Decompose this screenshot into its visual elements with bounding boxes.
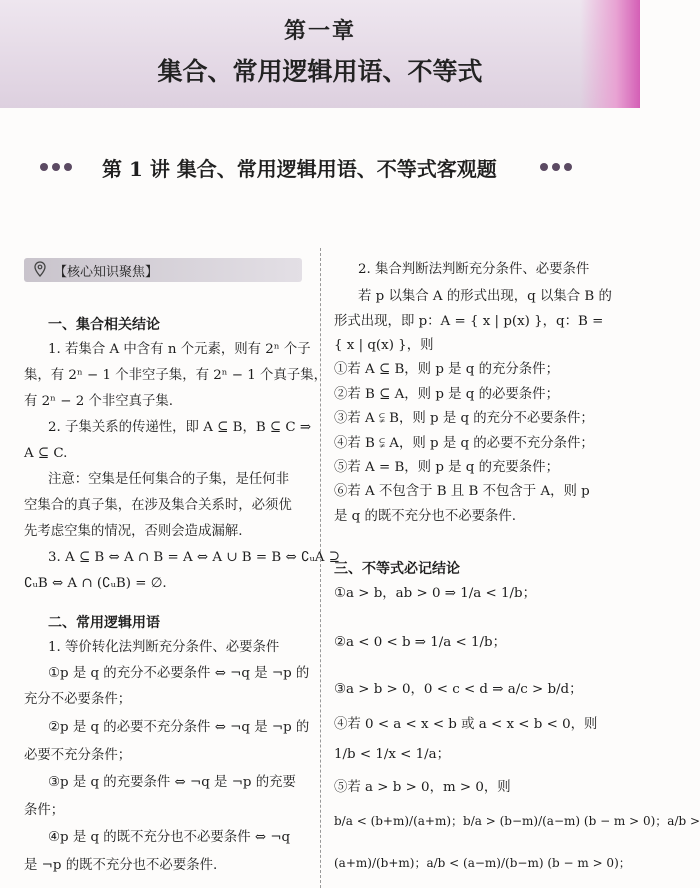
text-line: 是 q 的既不充分也不必要条件. <box>334 509 517 524</box>
text-line: 必要不充分条件； <box>24 748 132 763</box>
section-heading-logic: 二、常用逻辑用语 <box>48 615 160 631</box>
text-line: 是 ¬p 的既不充分也不必要条件. <box>24 858 218 873</box>
text-line: 若 p 以集合 A 的形式出现，q 以集合 B 的 <box>358 289 612 304</box>
text-line: 形式出现，即 p：A = { x | p(x) }，q：B = <box>334 314 604 329</box>
formula-line: 1/b < 1/x < 1/a； <box>334 747 451 762</box>
text-line: 空集合的真子集，在涉及集合关系时，必须优 <box>24 498 292 513</box>
text-line: ①若 A ⊆ B，则 p 是 q 的充分条件； <box>334 362 559 377</box>
left-dots-icon <box>40 163 72 171</box>
map-pin-icon <box>32 261 48 277</box>
focus-section-header <box>24 258 302 282</box>
text-line: 注意：空集是任何集合的子集，是任何非 <box>48 472 290 487</box>
text-line: 充分不必要条件； <box>24 692 132 707</box>
text-line: 有 2ⁿ − 2 个非空真子集. <box>24 394 174 409</box>
chapter-number: 第一章 <box>283 18 356 44</box>
text-line: 条件； <box>24 803 65 818</box>
column-divider <box>320 248 321 888</box>
formula-line: (a+m)/(b+m)；a/b < (a−m)/(b−m) (b − m > 0)； <box>334 856 631 870</box>
lecture-header <box>40 153 600 183</box>
chapter-banner <box>0 0 640 108</box>
formula-line: b/a < (b+m)/(a+m)；b/a > (b−m)/(a−m) (b − m > 0)；a/b > <box>334 814 700 828</box>
formula-line: ②a < 0 < b ⇒ 1/a < 1/b； <box>334 635 507 650</box>
text-line: ∁ᵤB ⇔ A ∩ (∁ᵤB) = ∅. <box>24 576 167 591</box>
text-line: ①p 是 q 的充分不必要条件 ⇔ ¬q 是 ¬p 的 <box>48 666 310 681</box>
text-line: { x | q(x) }，则 <box>334 338 434 353</box>
text-line: ②p 是 q 的必要不充分条件 ⇔ ¬q 是 ¬p 的 <box>48 720 310 735</box>
text-line: ⑥若 A 不包含于 B 且 B 不包含于 A，则 p <box>334 484 590 499</box>
formula-line: ①a > b，ab > 0 ⇒ 1/a < 1/b； <box>334 586 536 601</box>
section-heading-sets: 一、集合相关结论 <box>48 317 160 333</box>
text-line: 先考虑空集的情况，否则会造成漏解. <box>24 524 243 539</box>
text-line: ②若 B ⊆ A，则 p 是 q 的必要条件； <box>334 387 559 402</box>
text-line: A ⊆ C. <box>24 446 68 461</box>
text-line: ⑤若 A = B，则 p 是 q 的充要条件； <box>334 460 559 475</box>
lecture-title: 第 1 讲 集合、常用逻辑用语、不等式客观题 <box>102 157 497 181</box>
formula-line: ④若 0 < a < x < b 或 a < x < b < 0，则 <box>334 717 598 732</box>
text-line: 集，有 2ⁿ − 1 个非空子集，有 2ⁿ − 1 个真子集， <box>24 368 328 383</box>
formula-line: ③a > b > 0，0 < c < d ⇒ a/c > b/d； <box>334 682 583 697</box>
text-line: 1. 若集合 A 中含有 n 个元素，则有 2ⁿ 个子 <box>48 342 311 357</box>
text-line: ④p 是 q 的既不充分也不必要条件 ⇔ ¬q <box>48 830 291 845</box>
text-line: 2. 子集关系的传递性，即 A ⊆ B，B ⊆ C ⇒ <box>48 420 312 435</box>
text-line: 2. 集合判断法判断充分条件、必要条件 <box>358 262 590 277</box>
text-line: ③p 是 q 的充要条件 ⇔ ¬q 是 ¬p 的充要 <box>48 775 296 790</box>
text-line: 3. A ⊆ B ⇔ A ∩ B = A ⇔ A ∪ B = B ⇔ ∁ᵤA ⊇ <box>48 550 340 565</box>
right-dots-icon <box>540 163 572 171</box>
text-line: ③若 A ⫋ B，则 p 是 q 的充分不必要条件； <box>334 411 594 426</box>
text-line: ④若 B ⫋ A，则 p 是 q 的必要不充分条件； <box>334 436 594 451</box>
section-heading-inequality: 三、不等式必记结论 <box>334 561 460 577</box>
formula-line: ⑤若 a > b > 0，m > 0，则 <box>334 780 511 795</box>
chapter-title: 集合、常用逻辑用语、不等式 <box>157 57 483 86</box>
text-line: 1. 等价转化法判断充分条件、必要条件 <box>48 640 280 655</box>
focus-label: 【核心知识聚焦】 <box>54 265 159 280</box>
